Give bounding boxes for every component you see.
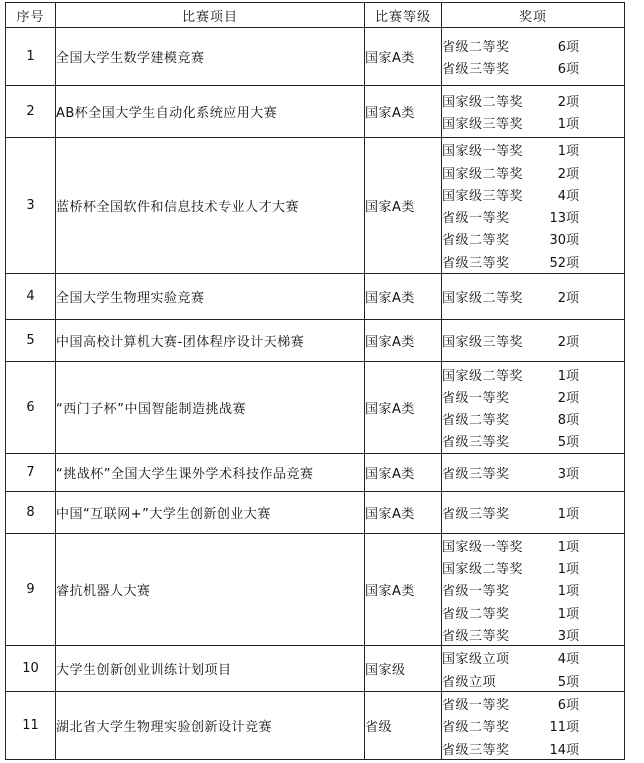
award-title: 国家级二等奖: [442, 166, 524, 182]
award-count: 2项: [557, 390, 579, 406]
award-title: 省级三等奖: [442, 466, 510, 482]
competition-level: 国家A类: [365, 138, 442, 274]
award-count: 3项: [557, 628, 579, 644]
award-count: 2项: [557, 166, 579, 182]
award-item: [442, 501, 624, 523]
award-count: 1项: [557, 539, 579, 555]
header-row: [6, 3, 625, 28]
award-item: [442, 579, 624, 601]
table-row: [6, 492, 625, 534]
row-number: 2: [6, 86, 56, 138]
award-title: 国家级一等奖: [442, 539, 524, 555]
row-number: 8: [6, 492, 56, 534]
row-number: 7: [6, 454, 56, 492]
award-item: [442, 112, 624, 134]
award-title: 省级一等奖: [442, 211, 510, 227]
award-title: 省级立项: [442, 674, 497, 690]
competition-level: 国家A类: [365, 320, 442, 362]
award-title: 国家级三等奖: [442, 334, 524, 350]
award-item: [442, 715, 624, 737]
competition-name: 中国“互联网+”大学生创新创业大赛: [56, 492, 365, 534]
row-number: 1: [6, 28, 56, 86]
award-item: [442, 206, 624, 228]
award-item: [442, 601, 624, 623]
award-item: [442, 161, 624, 183]
award-title: 省级二等奖: [442, 39, 510, 55]
award-count: 1项: [557, 506, 579, 522]
award-title: 国家级二等奖: [442, 94, 524, 110]
table-row: [6, 692, 625, 760]
award-count: 8项: [557, 413, 579, 429]
award-count: 14项: [549, 742, 579, 758]
award-count: 4项: [557, 652, 579, 668]
award-count: 13项: [549, 211, 579, 227]
table-row: [6, 320, 625, 362]
award-title: 国家级二等奖: [442, 561, 524, 577]
award-item: [442, 139, 624, 161]
competition-level: 国家A类: [365, 274, 442, 320]
award-title: 国家级二等奖: [442, 368, 524, 384]
award-count: 2项: [557, 94, 579, 110]
table-row: [6, 138, 625, 274]
table-row: [6, 454, 625, 492]
award-count: 3项: [557, 466, 579, 482]
competition-name: 湖北省大学生物理实验创新设计竞赛: [56, 692, 365, 760]
award-count: 1项: [557, 117, 579, 133]
award-count: 11项: [549, 720, 579, 736]
award-item: [442, 57, 624, 79]
award-title: 省级三等奖: [442, 506, 510, 522]
competition-name: 大学生创新创业训练计划项目: [56, 646, 365, 692]
awards-list: [442, 492, 625, 534]
award-title: 国家级一等奖: [442, 144, 524, 160]
award-count: 6项: [557, 62, 579, 78]
competition-name: AB杯全国大学生自动化系统应用大赛: [56, 86, 365, 138]
table-row: [6, 646, 625, 692]
award-item: [442, 34, 624, 56]
award-count: 1项: [557, 368, 579, 384]
award-title: 省级三等奖: [442, 435, 510, 451]
award-title: 省级一等奖: [442, 390, 510, 406]
competition-name: 全国大学生数学建模竞赛: [56, 28, 365, 86]
award-title: 省级二等奖: [442, 606, 510, 622]
award-count: 6项: [557, 698, 579, 714]
award-title: 国家级三等奖: [442, 117, 524, 133]
award-count: 6项: [557, 39, 579, 55]
awards-list: [442, 28, 625, 86]
competition-level: 国家A类: [365, 454, 442, 492]
header-no: 序号: [6, 3, 56, 28]
awards-list: [442, 138, 625, 274]
award-item: [442, 250, 624, 272]
competition-level: 国家A类: [365, 362, 442, 454]
award-count: 2项: [557, 290, 579, 306]
award-count: 5项: [557, 674, 579, 690]
award-item: [442, 228, 624, 250]
award-count: 4项: [557, 188, 579, 204]
header-name: 比赛项目: [56, 3, 365, 28]
award-item: [442, 89, 624, 111]
row-number: 11: [6, 692, 56, 760]
row-number: 3: [6, 138, 56, 274]
award-title: 省级一等奖: [442, 584, 510, 600]
award-count: 2项: [557, 334, 579, 350]
award-title: 省级三等奖: [442, 255, 510, 271]
award-item: [442, 285, 624, 307]
award-title: 省级三等奖: [442, 628, 510, 644]
competition-name: 中国高校计算机大赛-团体程序设计天梯赛: [56, 320, 365, 362]
award-item: [442, 693, 624, 715]
competition-level: 国家级: [365, 646, 442, 692]
header-awards: 奖项: [442, 3, 625, 28]
table-row: [6, 86, 625, 138]
awards-list: [442, 86, 625, 138]
competition-level: 国家A类: [365, 86, 442, 138]
award-item: [442, 647, 624, 669]
competition-level: 国家A类: [365, 492, 442, 534]
award-title: 国家级二等奖: [442, 290, 524, 306]
header-level: 比赛等级: [365, 3, 442, 28]
row-number: 10: [6, 646, 56, 692]
award-count: 1项: [557, 606, 579, 622]
award-item: [442, 363, 624, 385]
awards-list: [442, 692, 625, 760]
competition-name: 睿抗机器人大赛: [56, 534, 365, 646]
row-number: 9: [6, 534, 56, 646]
award-count: 30项: [549, 233, 579, 249]
award-item: [442, 556, 624, 578]
awards-list: [442, 320, 625, 362]
award-item: [442, 408, 624, 430]
award-item: [442, 329, 624, 351]
award-count: 1项: [557, 144, 579, 160]
award-item: [442, 737, 624, 759]
row-number: 6: [6, 362, 56, 454]
award-item: [442, 385, 624, 407]
award-item: [442, 430, 624, 452]
awards-list: [442, 362, 625, 454]
table-row: [6, 274, 625, 320]
award-count: 1项: [557, 561, 579, 577]
awards-list: [442, 274, 625, 320]
competition-name: “挑战杯”全国大学生课外学术科技作品竞赛: [56, 454, 365, 492]
row-number: 5: [6, 320, 56, 362]
award-title: 省级三等奖: [442, 62, 510, 78]
award-title: 国家级立项: [442, 652, 510, 668]
award-title: 省级二等奖: [442, 413, 510, 429]
award-item: [442, 623, 624, 645]
award-count: 52项: [549, 255, 579, 271]
award-title: 省级二等奖: [442, 233, 510, 249]
award-item: [442, 183, 624, 205]
awards-list: [442, 534, 625, 646]
award-count: 1项: [557, 584, 579, 600]
table-body: [6, 28, 625, 760]
award-item: [442, 669, 624, 691]
competition-level: 省级: [365, 692, 442, 760]
competition-level: 国家A类: [365, 28, 442, 86]
awards-table: [5, 2, 625, 760]
awards-list: [442, 454, 625, 492]
competition-name: 蓝桥杯全国软件和信息技术专业人才大赛: [56, 138, 365, 274]
competition-name: 全国大学生物理实验竞赛: [56, 274, 365, 320]
award-title: 省级一等奖: [442, 698, 510, 714]
competition-level: 国家A类: [365, 534, 442, 646]
award-title: 省级二等奖: [442, 720, 510, 736]
table-row: [6, 362, 625, 454]
row-number: 4: [6, 274, 56, 320]
award-title: 省级三等奖: [442, 742, 510, 758]
award-count: 5项: [557, 435, 579, 451]
competition-name: “西门子杯”中国智能制造挑战赛: [56, 362, 365, 454]
award-item: [442, 461, 624, 483]
awards-list: [442, 646, 625, 692]
table-row: [6, 28, 625, 86]
award-item: [442, 534, 624, 556]
table-row: [6, 534, 625, 646]
award-title: 国家级三等奖: [442, 188, 524, 204]
